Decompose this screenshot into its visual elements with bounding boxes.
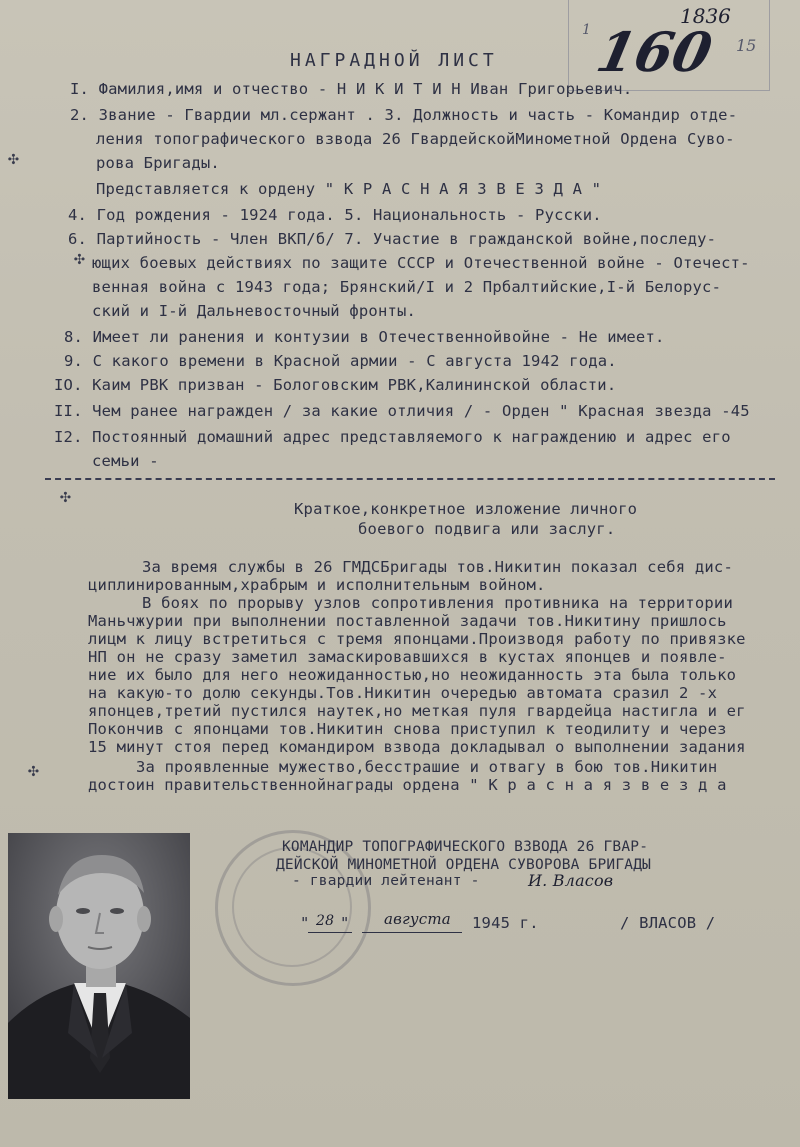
date-month: августа xyxy=(384,910,451,928)
signature-title-1: КОМАНДИР ТОПОГРАФИЧЕСКОГО ВЗВОДА 26 ГВАР- xyxy=(282,839,649,855)
field-line-party: 6. Партийность - Член ВКП/б/ 7. Участие в гражданской войне,последу- xyxy=(68,230,717,248)
punch-mark: ✣ xyxy=(28,760,39,781)
signature-title-2: ДЕЙСКОЙ МИНОМЕТНОЙ ОРДЕНА СУВОРОВА БРИГАДЫ xyxy=(276,857,652,873)
punch-mark: ✣ xyxy=(60,486,71,507)
narrative-line: Покончив с японцами тов.Никитин снова приступил к теодилиту и через xyxy=(88,720,727,738)
narrative-line: циплинированным,храбрым и исполнительным войном. xyxy=(88,576,546,594)
field-line-war-1: ющих боевых действиях по защите СССР и Отечественной войне - Отечест- xyxy=(92,254,750,272)
field-line-previous-awards: II. Чем ранее награжден / за какие отличия / - Орден " Красная звезда -45 xyxy=(54,402,750,420)
narrative-line: на какую-то долю секунды.Тов.Никитин очередью автомата сразил 2 -х xyxy=(88,684,718,702)
field-line-war-2: венная война с 1943 года; Брянский/I и 2 Прбалтийские,I-й Белорус- xyxy=(92,278,722,296)
narrative-line: За проявленные мужество,бесстрашие и отвагу в бою тов.Никитин xyxy=(136,758,718,776)
field-line-1: I. Фамилия,имя и отчество - Н И К И Т И Н Иван Григорьевич. xyxy=(70,80,633,98)
award-proposal-line: Представляется к ордену " К Р А С Н А Я З В Е З Д А " xyxy=(96,180,602,198)
section-divider xyxy=(45,478,775,480)
field-line-rvk: IO. Каим РВК призван - Бологовским РВК,Калининской области. xyxy=(54,376,617,394)
signature-rank: - гвардии лейтенант - xyxy=(292,873,480,889)
handwritten-signature: И. Власов xyxy=(528,871,614,890)
date-year: 1945 г. xyxy=(472,914,539,932)
date-day-underline xyxy=(308,932,352,933)
stamp-small-mark: 1 xyxy=(582,22,591,38)
narrative-line: В боях по прорыву узлов сопротивления противника на территории xyxy=(142,594,733,612)
field-line-family: семьи - xyxy=(92,452,159,470)
narrative-line: Маньчжурии при выполнении поставленной задачи тов.Никитину пришлось xyxy=(88,612,727,630)
awardee-photo xyxy=(8,833,190,1099)
field-line-birth: 4. Год рождения - 1924 года. 5. Национальность - Русски. xyxy=(68,206,602,224)
field-line-2: 2. Звание - Гвардии мл.сержант . 3. Должность и часть - Командир отде- xyxy=(70,106,738,124)
punch-mark: ✣ xyxy=(74,248,85,269)
date-day: 28 xyxy=(316,913,335,929)
stamp-small-mark-2: 15 xyxy=(736,36,757,55)
field-line-war-3: ский и I-й Дальневосточный фронты. xyxy=(92,302,417,320)
signer-name: / ВЛАСОВ / xyxy=(620,914,716,932)
narrative-line: достоин правительственнойнаграды ордена " К р а с н а я з в е з д а xyxy=(88,776,727,794)
narrative-line: японцев,третий пустился наутек,но меткая пуля гвардейца настигла и ег xyxy=(88,702,746,720)
narrative-line: За время службы в 26 ГМДСБригады тов.Никитин показал себя дис- xyxy=(142,558,733,576)
portrait-image xyxy=(8,833,190,1099)
narrative-line: НП он не сразу заметил замаскировавшихся в кустах японцев и появле- xyxy=(88,648,727,666)
document-title: НАГРАДНОЙ ЛИСТ xyxy=(290,50,498,71)
handwritten-sheet-number: 160 xyxy=(591,20,718,84)
date-quote-close: " xyxy=(340,914,350,932)
registration-number: 1836 xyxy=(680,4,731,28)
narrative-line: лицм к лицу встретиться с тремя японцами.Производя работу по привязке xyxy=(88,630,746,648)
field-line-army-since: 9. С какого времени в Красной армии - С августа 1942 года. xyxy=(64,352,617,370)
narrative-line: 15 минут стоя перед командиром взвода докладывал о выполнении задания xyxy=(88,738,746,756)
narrative-line: ние их было для него неожиданностью,но неожиданность эта была только xyxy=(88,666,737,684)
section-heading-2: боевого подвига или заслуг. xyxy=(358,520,616,538)
field-line-3: ления топографического взвода 26 ГвардейскойМинометной Ордена Суво- xyxy=(96,130,735,148)
field-line-4: рова Бригады. xyxy=(96,154,220,172)
date-month-underline xyxy=(362,932,462,933)
section-heading-1: Краткое,конкретное изложение личного xyxy=(294,500,638,518)
date-quote-open: " xyxy=(300,914,310,932)
field-line-wounds: 8. Имеет ли ранения и контузии в Отечественнойвойне - Не имеет. xyxy=(64,328,665,346)
punch-mark: ✣ xyxy=(8,148,19,169)
field-line-address: I2. Постоянный домашний адрес представляемого к награждению и адрес его xyxy=(54,428,731,446)
